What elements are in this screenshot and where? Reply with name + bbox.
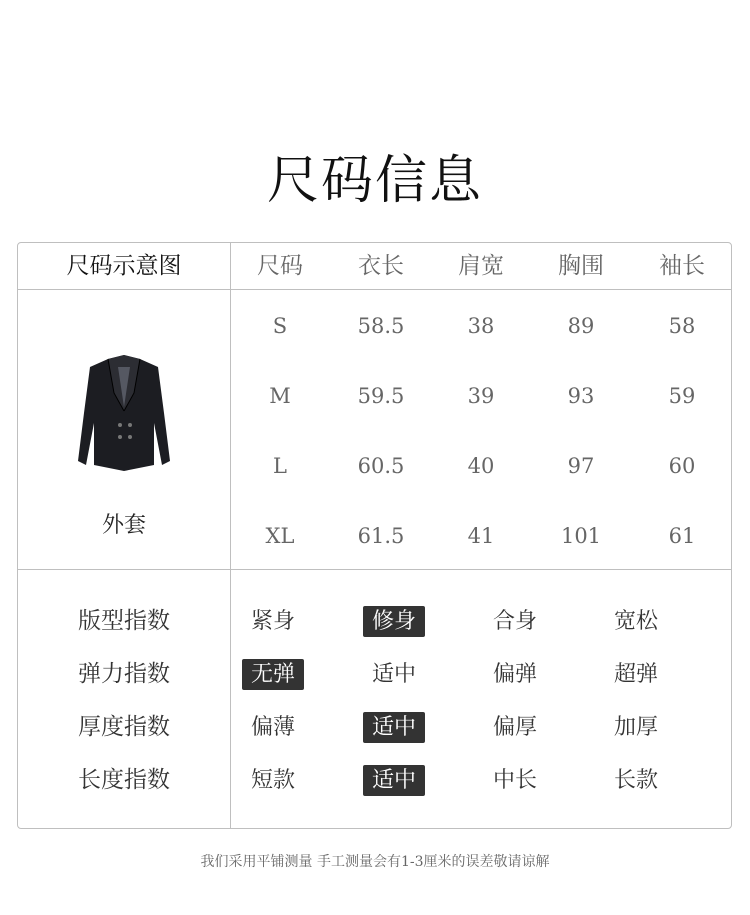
index-option: 偏厚 [492,715,537,740]
sleeve-cell: 60 [668,454,696,478]
index-option: 长款 [613,768,658,793]
size-cell: L [273,454,287,478]
measurement-note: 我们采用平铺测量 手工测量会有1-3厘米的误差敬请谅解 [200,854,550,870]
size-table [17,242,732,829]
chest-cell: 101 [560,524,602,548]
diagram-header: 尺码示意图 [66,253,182,279]
shoulder-cell: 39 [467,384,495,408]
index-row-thickness [18,701,731,754]
index-label: 弹力指数 [78,661,170,687]
size-cell: S [272,314,288,338]
shoulder-cell: 40 [467,454,495,478]
jacket-icon [78,353,170,473]
table-row [230,501,731,571]
sleeve-cell: 61 [668,524,696,548]
index-label: 长度指数 [78,767,170,793]
index-option-selected: 无弹 [242,659,304,690]
index-row-fit [18,595,731,648]
shoulder-cell: 38 [467,314,495,338]
index-label: 厚度指数 [78,714,170,740]
column-header-sleeve: 袖长 [659,253,705,279]
table-row [230,431,731,501]
sleeve-cell: 59 [668,384,696,408]
index-option: 适中 [371,662,416,687]
column-header-length: 衣长 [358,253,404,279]
size-cell: XL [265,524,295,548]
page-title: 尺码信息 [266,151,483,211]
length-cell: 60.5 [357,454,405,478]
index-label: 版型指数 [78,608,170,634]
length-cell: 59.5 [357,384,405,408]
index-option: 宽松 [613,609,658,634]
index-option: 中长 [492,768,537,793]
chest-cell: 89 [567,314,595,338]
index-option: 合身 [492,609,537,634]
column-header-shoulder: 肩宽 [458,253,504,279]
index-row-elasticity [18,648,731,701]
index-option: 超弹 [613,662,658,687]
index-option-selected: 修身 [363,606,425,637]
sleeve-cell: 58 [668,314,696,338]
chest-cell: 93 [567,384,595,408]
table-row [230,361,731,431]
column-header-size: 尺码 [257,253,303,279]
index-option-selected: 适中 [363,712,425,743]
index-option: 偏薄 [250,715,295,740]
index-option-selected: 适中 [363,765,425,796]
garment-label: 外套 [101,513,146,538]
shoulder-cell: 41 [467,524,495,548]
index-option: 短款 [250,768,295,793]
column-header-chest: 胸围 [558,253,604,279]
chest-cell: 97 [567,454,595,478]
size-cell: M [269,384,291,408]
index-option: 偏弹 [492,662,537,687]
length-cell: 61.5 [357,524,405,548]
table-row [230,291,731,361]
index-option: 紧身 [250,609,295,634]
index-option: 加厚 [613,715,658,740]
length-cell: 58.5 [357,314,405,338]
index-row-length [18,754,731,807]
